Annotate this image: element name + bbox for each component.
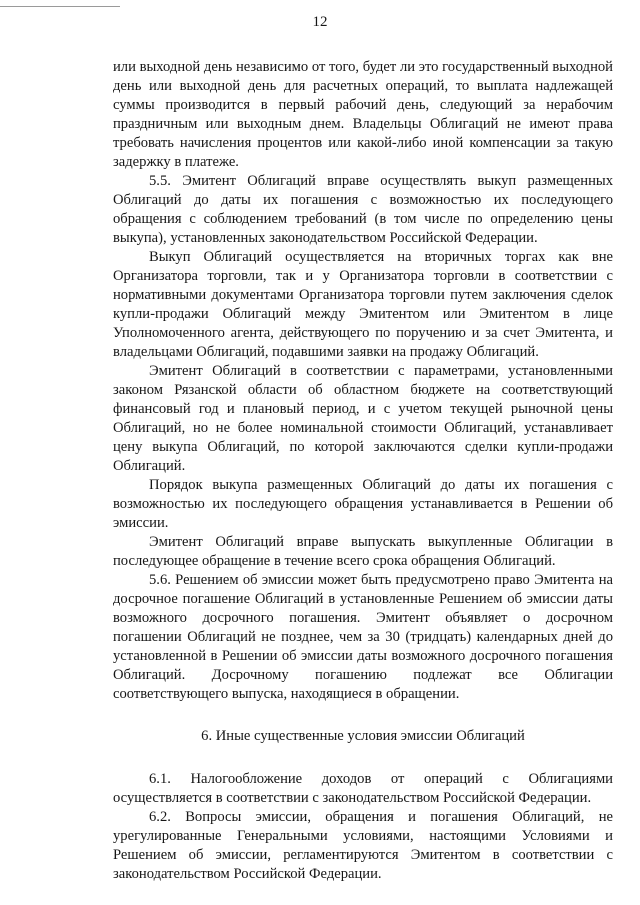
paragraph-continuation: или выходной день независимо от того, будет ли это государственный выходной день или выходной день для расчетных операций, то выплата надлежащей суммы производится в первый рабочий день, следующий за нерабочим праздничным или выходным днем. Владельцы Облигаций не имеют права требовать начисления процентов или какой-либо иной компенсации за такую задержку в платеже. xyxy=(113,59,613,170)
section-heading: 6. Иные существенные условия эмиссии Облигаций xyxy=(201,728,525,744)
paragraph-reissue: Эмитент Облигаций вправе выпускать выкупленные Облигации в последующее обращение в течение всего срока обращения Облигаций. xyxy=(113,534,613,569)
paragraph-6-2: 6.2. Вопросы эмиссии, обращения и погашения Облигаций, не урегулированные Генеральными условиями, настоящими Условиями и Решением об эмиссии, регламентируются Эмитентом в соответствии с законодательством Российской Федерации. xyxy=(113,809,613,882)
document-body xyxy=(113,58,613,884)
paragraph-6-1: 6.1. Налогообложение доходов от операций с Облигациями осуществляется в соответствии с законодательством Российской Федерации. xyxy=(113,771,613,806)
paragraph-buyback-procedure: Выкуп Облигаций осуществляется на вторичных торгах как вне Организатора торговли, так и у Организатора торговли в соответствии с нормативными документами Организатора торговли путем заключения сделок купли-продажи Облигаций между Эмитентом или Эмитентом в лице Уполномоченного агента, действующего по поручению и за счет Эмитента, и владельцами Облигаций, подавшими заявки на продажу Облигаций. xyxy=(113,249,613,360)
paragraph-buyback-order: Порядок выкупа размещенных Облигаций до даты их погашения с возможностью их последующего обращения устанавливается в Решении об эмиссии. xyxy=(113,477,613,531)
page-number: 12 xyxy=(312,14,328,30)
top-rule xyxy=(0,6,120,7)
paragraph-buyback-price: Эмитент Облигаций в соответствии с параметрами, установленными законом Рязанской области об областном бюджете на соответствующий финансовый год и плановый период, и с учетом текущей рыночной цены Облигаций, но не более номинальной стоимости Облигаций, устанавливает цену выкупа Облигаций, по которой заключаются сделки купли-продажи Облигаций. xyxy=(113,363,613,474)
paragraph-5-6: 5.6. Решением об эмиссии может быть предусмотрено право Эмитента на досрочное погашение Облигаций в установленные Решением об эмиссии даты возможного досрочного погашения. Эмитент объявляет о досрочном погашении Облигаций не позднее, чем за 30 (тридцать) календарных дней до установленной в Решении об эмиссии даты возможного досрочного погашения Облигаций. Досрочному погашению подлежат все Облигации соответствующего выпуска, находящиеся в обращении. xyxy=(113,572,613,702)
paragraph-5-5: 5.5. Эмитент Облигаций вправе осуществлять выкуп размещенных Облигаций до даты их погашения с возможностью их последующего обращения с соблюдением требований (в том числе по определению цены выкупа), установленных законодательством Российской Федерации. xyxy=(113,173,613,246)
